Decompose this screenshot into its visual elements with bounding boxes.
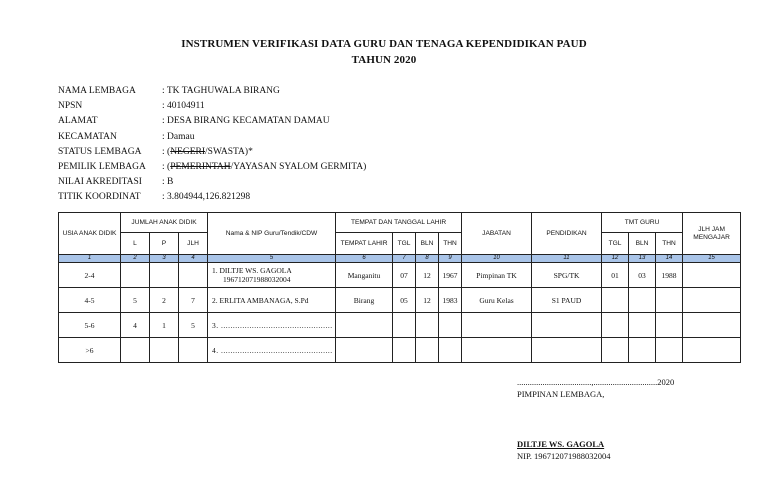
header-l: L xyxy=(121,233,150,255)
cell-p: 2 xyxy=(150,288,179,313)
info-label: NILAI AKREDITASI xyxy=(58,177,142,188)
cell-tmt-bln: 03 xyxy=(629,263,656,288)
table-row xyxy=(59,288,741,313)
cell-jabatan: Guru Kelas xyxy=(462,288,532,313)
column-index: 2 xyxy=(121,255,150,263)
signature-nip: NIP. 196712071988032004 xyxy=(517,451,611,461)
header-jabatan: JABATAN xyxy=(462,213,532,255)
header-tgl: TGL xyxy=(393,233,416,255)
header-jlh-jam: JLH JAM MENGAJAR xyxy=(683,213,741,255)
cell-p: 1 xyxy=(150,313,179,338)
cell-bln xyxy=(416,338,439,363)
column-index: 15 xyxy=(683,255,741,263)
teacher-name: 2. ERLITA AMBANAGA, S.Pd xyxy=(212,295,309,305)
document-title: INSTRUMEN VERIFIKASI DATA GURU DAN TENAGA KEPENDIDIKAN PAUD xyxy=(181,38,587,50)
cell-l: 5 xyxy=(121,288,150,313)
header-tmt: TMT GURU xyxy=(602,213,683,233)
cell-thn: 1967 xyxy=(439,263,462,288)
info-status-lembaga xyxy=(58,147,366,162)
info-label: PEMILIK LEMBAGA xyxy=(58,161,146,172)
info-struck-option: NEGERI xyxy=(170,146,206,157)
cell-jlh xyxy=(179,263,208,288)
cell-usia: >6 xyxy=(59,338,121,363)
cell-tmt-thn xyxy=(656,288,683,313)
column-index: 4 xyxy=(179,255,208,263)
cell-tempat: Birang xyxy=(336,288,393,313)
cell-tmt-tgl xyxy=(602,288,629,313)
header-thn: THN xyxy=(439,233,462,255)
column-index-row xyxy=(59,255,741,263)
cell-tgl xyxy=(393,313,416,338)
cell-jam xyxy=(683,313,741,338)
teacher-name: 3. ............................................... xyxy=(212,320,333,330)
header-tmt-thn: THN xyxy=(656,233,683,255)
column-index: 5 xyxy=(208,255,336,263)
cell-tmt-tgl xyxy=(602,338,629,363)
info-value: : DESA BIRANG KECAMATAN DAMAU xyxy=(162,116,330,127)
cell-usia: 4-5 xyxy=(59,288,121,313)
cell-l: 4 xyxy=(121,313,150,338)
header-p: P xyxy=(150,233,179,255)
cell-nama xyxy=(208,263,336,288)
column-index: 12 xyxy=(602,255,629,263)
column-index: 7 xyxy=(393,255,416,263)
cell-jlh: 7 xyxy=(179,288,208,313)
cell-jabatan: Pimpinan TK xyxy=(462,263,532,288)
info-titik-koordinat xyxy=(58,192,366,207)
signature-date-line: ...................................,..............................2020 xyxy=(517,377,675,387)
header-usia: USIA ANAK DIDIK xyxy=(59,213,121,255)
cell-l xyxy=(121,263,150,288)
info-pemilik-lembaga xyxy=(58,162,366,177)
cell-jabatan xyxy=(462,338,532,363)
column-index: 3 xyxy=(150,255,179,263)
cell-pendidikan xyxy=(532,313,602,338)
column-index: 14 xyxy=(656,255,683,263)
cell-pendidikan: SPG/TK xyxy=(532,263,602,288)
header-bln: BLN xyxy=(416,233,439,255)
info-value: : B xyxy=(162,177,174,188)
cell-tmt-thn: 1988 xyxy=(656,263,683,288)
cell-tgl xyxy=(393,338,416,363)
header-nama: Nama & NIP Guru/Tendik/CDW xyxy=(208,213,336,255)
cell-tempat: Manganitu xyxy=(336,263,393,288)
info-nama-lembaga xyxy=(58,86,366,101)
info-value: : Damau xyxy=(162,131,195,142)
cell-tmt-bln xyxy=(629,338,656,363)
cell-nama xyxy=(208,288,336,313)
teacher-name: 1. DILTJE WS. GAGOLA xyxy=(212,266,292,275)
info-label: TITIK KOORDINAT xyxy=(58,192,141,203)
table-row xyxy=(59,338,741,363)
column-index: 13 xyxy=(629,255,656,263)
info-value: : 3.804944,126.821298 xyxy=(162,192,251,203)
info-value: : 40104911 xyxy=(162,101,205,112)
cell-usia: 5-6 xyxy=(59,313,121,338)
cell-jlh xyxy=(179,338,208,363)
info-label: NAMA LEMBAGA xyxy=(58,86,136,96)
column-index: 6 xyxy=(336,255,393,263)
cell-tmt-thn xyxy=(656,313,683,338)
info-label: KECAMATAN xyxy=(58,131,117,142)
teacher-nip: 196712071988032004 xyxy=(223,275,291,284)
header-tmt-bln: BLN xyxy=(629,233,656,255)
cell-l xyxy=(121,338,150,363)
teacher-name: 4. ............................................... xyxy=(212,345,333,355)
cell-bln: 12 xyxy=(416,288,439,313)
table-row xyxy=(59,313,741,338)
cell-tmt-tgl: 01 xyxy=(602,263,629,288)
cell-tmt-bln xyxy=(629,288,656,313)
cell-nama xyxy=(208,338,336,363)
cell-nama xyxy=(208,313,336,338)
institution-info xyxy=(58,86,366,208)
info-suffix: /SWASTA)* xyxy=(205,146,253,157)
verification-table xyxy=(58,212,741,363)
cell-tempat xyxy=(336,338,393,363)
cell-thn xyxy=(439,313,462,338)
info-struck-option: PEMERINTAH xyxy=(170,161,231,172)
info-kecamatan xyxy=(58,132,366,147)
column-index: 10 xyxy=(462,255,532,263)
header-tempat-tanggal: TEMPAT DAN TANGGAL LAHIR xyxy=(336,213,462,233)
cell-tmt-thn xyxy=(656,338,683,363)
info-value: : TK TAGHUWALA BIRANG xyxy=(162,86,280,96)
column-index: 1 xyxy=(59,255,121,263)
cell-usia: 2-4 xyxy=(59,263,121,288)
signature-role: PIMPINAN LEMBAGA, xyxy=(517,389,605,399)
cell-thn xyxy=(439,338,462,363)
header-tmt-tgl: TGL xyxy=(602,233,629,255)
cell-p xyxy=(150,263,179,288)
info-prefix: : ( xyxy=(162,161,171,172)
cell-pendidikan xyxy=(532,338,602,363)
column-index: 11 xyxy=(532,255,602,263)
cell-bln xyxy=(416,313,439,338)
cell-jam xyxy=(683,263,741,288)
info-npsn xyxy=(58,101,366,116)
column-index: 9 xyxy=(439,255,462,263)
info-label: NPSN xyxy=(58,101,83,112)
cell-tmt-tgl xyxy=(602,313,629,338)
cell-jam xyxy=(683,288,741,313)
cell-jam xyxy=(683,338,741,363)
info-label: STATUS LEMBAGA xyxy=(58,146,142,157)
cell-tgl: 07 xyxy=(393,263,416,288)
cell-tempat xyxy=(336,313,393,338)
cell-p xyxy=(150,338,179,363)
cell-jlh: 5 xyxy=(179,313,208,338)
info-label: ALAMAT xyxy=(58,116,98,127)
table-row xyxy=(59,263,741,288)
header-pendidikan: PENDIDIKAN xyxy=(532,213,602,255)
header-jumlah: JUMLAH ANAK DIDIK xyxy=(121,213,208,233)
info-prefix: : ( xyxy=(162,146,171,157)
info-suffix: /YAYASAN SYALOM GERMITA) xyxy=(230,161,367,172)
cell-thn: 1983 xyxy=(439,288,462,313)
cell-jabatan xyxy=(462,313,532,338)
cell-tgl: 05 xyxy=(393,288,416,313)
info-alamat xyxy=(58,116,366,131)
document-year: TAHUN 2020 xyxy=(351,54,417,66)
column-index: 8 xyxy=(416,255,439,263)
cell-tmt-bln xyxy=(629,313,656,338)
signature-name: DILTJE WS. GAGOLA xyxy=(517,439,605,449)
info-nilai-akreditasi xyxy=(58,177,366,192)
cell-bln: 12 xyxy=(416,263,439,288)
cell-pendidikan: S1 PAUD xyxy=(532,288,602,313)
header-jlh: JLH xyxy=(179,233,208,255)
header-tempat-lahir: TEMPAT LAHIR xyxy=(336,233,393,255)
